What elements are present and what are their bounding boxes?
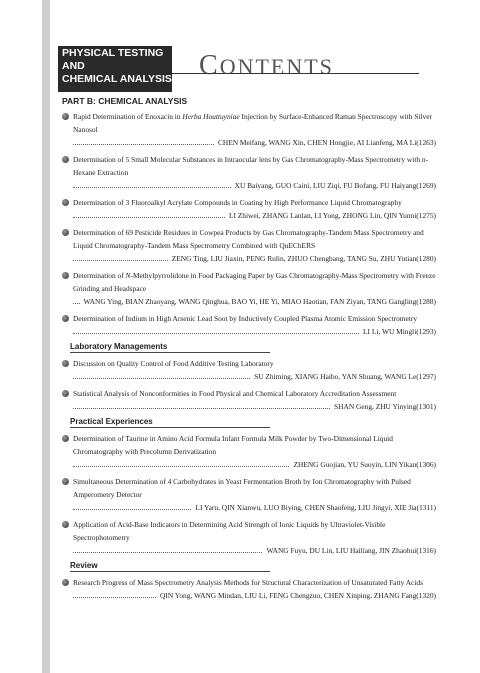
entry-title: Statistical Analysis of Nonconformities in Food Physical and Chemical Laboratory Accreditation Assessment — [73, 389, 397, 398]
entry-authors: SU Zhiming, XIANG Haibo, YAN Shuang, WANG Le(1297) — [62, 370, 436, 383]
journal-masthead — [58, 46, 172, 92]
entry-title: Determination of 69 Pesticide Residues in Cowpea Products by Gas Chromatography-Tandem Mass Spectrometry and Liquid Chromatography-Tandem Mass Spectrometry Combined with QuEChERS — [73, 228, 424, 250]
entry-title: Determination of Indium in High Arsenic Lead Soot by Inductively Coupled Plasma Atomic Emission Spectrometry — [73, 314, 418, 323]
contents-heading-cap: C — [199, 50, 220, 81]
entry-authors: ZHENG Guojian, YU Suoyin, LIN Yikan(1306) — [62, 458, 436, 471]
entry-title: Simultaneous Determination of 4 Carbohydrates in Yeast Fermentation Broth by Ion Chromatography with Pulsed Amperometry Detector — [73, 477, 411, 499]
bullet-icon — [62, 521, 69, 528]
list-item[interactable] — [62, 312, 436, 338]
bullet-icon — [62, 315, 69, 322]
bullet-icon — [62, 113, 69, 120]
list-item[interactable] — [62, 518, 436, 557]
entry-authors: ZENG Ting, LIU Jiaxin, PENG Rulin, ZHUO Chengbang, TANG Su, ZHU Yutian(1280) — [62, 252, 436, 265]
entry-authors: CHEN Meifang, WANG Xin, CHEN Hongjie, AI Lianfeng, MA Li(1263) — [62, 136, 436, 149]
contents-heading-rest: ONTENTS — [219, 54, 334, 79]
list-item[interactable] — [62, 110, 436, 149]
list-item[interactable] — [62, 475, 436, 514]
list-item[interactable] — [62, 576, 436, 602]
entry-authors: LI Yaru, QIN Xianwu, LUO Biying, CHEN Shaofeng, LIU Jingyi, XIE Jia(1311) — [62, 501, 436, 514]
bullet-icon — [62, 478, 69, 485]
entry-authors: LI Zhiwei, ZHANG Lanlan, LI Yong, ZHONG Lin, QIN Yunni(1275) — [62, 209, 436, 222]
entry-title: Rapid Determination of Enoxacin in Herba Houttuyniae Injection by Surface-Enhanced Raman Spectroscopy with Silver Nanosol — [73, 112, 432, 134]
list-item[interactable] — [62, 153, 436, 192]
bullet-icon — [62, 579, 69, 586]
bullet-icon — [62, 229, 69, 236]
entry-authors: WANG Fuyu, DU Lin, LIU Hailiang, JIN Zhaohui(1316) — [62, 544, 436, 557]
left-margin-bar — [42, 0, 50, 673]
entry-authors: WANG Ying, BIAN Zhaoyang, WANG Qinghua, BAO Yi, HE Yi, MIAO Haotian, FAN Ziyan, TANG Gangling(1288) — [62, 295, 436, 308]
list-item[interactable] — [62, 387, 436, 413]
entry-title: Determination of 3 Fluoroalkyl Acrylate Compounds in Coating by High Performance Liquid Chromatography — [73, 198, 402, 207]
entry-authors: SHAN Geng, ZHU Yinying(1301) — [62, 400, 436, 413]
part-label: PART B: CHEMICAL ANALYSIS — [62, 96, 188, 106]
section-heading-laboratory: Laboratory Managements — [70, 342, 270, 353]
entry-title: Discussion on Quality Control of Food Additive Testing Laboratory — [73, 359, 274, 368]
entry-title: Determination of 5 Small Molecular Substances in Intraocular lens by Gas Chromatography-Mass Spectrometry with n-Hexane Extraction — [73, 155, 429, 177]
entry-title: Research Progress of Mass Spectrometry Analysis Methods for Structural Characterization of Unsaturated Fatty Acids — [73, 578, 423, 587]
bullet-icon — [62, 435, 69, 442]
entry-title: Determination of N-Methylpyrrolidone in Food Packaging Paper by Gas Chromatography-Mass Spectrometry with Freeze Grinding and Headspace — [73, 271, 436, 293]
masthead-line-2: AND — [62, 60, 85, 72]
contents-rule — [172, 73, 419, 74]
masthead-line-3: CHEMICAL ANALYSIS — [62, 73, 172, 85]
contents-list — [62, 110, 436, 606]
bullet-icon — [62, 199, 69, 206]
bullet-icon — [62, 156, 69, 163]
list-item[interactable] — [62, 357, 436, 383]
list-item[interactable] — [62, 226, 436, 265]
entry-title: Application of Acid-Base Indicators in Determining Acid Strength of Ionic Liquids by Ultraviolet-Visible Spectrophotometry — [73, 520, 386, 542]
entry-authors: QIN Yong, WANG Mindan, LIU Li, FENG Chengzuo, CHEN Xinping, ZHANG Fang(1320) — [62, 589, 436, 602]
list-item[interactable] — [62, 432, 436, 471]
bullet-icon — [62, 390, 69, 397]
contents-heading — [199, 50, 334, 82]
bullet-icon — [62, 360, 69, 367]
bullet-icon — [62, 272, 69, 279]
section-heading-review: Review — [70, 561, 270, 572]
masthead-line-1: PHYSICAL TESTING — [62, 47, 164, 59]
list-item[interactable] — [62, 269, 436, 308]
list-item[interactable] — [62, 196, 436, 222]
section-heading-practical: Practical Experiences — [70, 417, 270, 428]
entry-authors: LI Li, WU Mingli(1293) — [62, 325, 436, 338]
entry-authors: XU Baiyang, GUO Caini, LIU Ziqi, FU Bofang, FU Haiyang(1269) — [62, 179, 436, 192]
entry-title: Determination of Taurine in Amino Acid Formula Infant Formula Milk Powder by Two-Dimensional Liquid Chromatography with Precolumn Derivatization — [73, 434, 393, 456]
